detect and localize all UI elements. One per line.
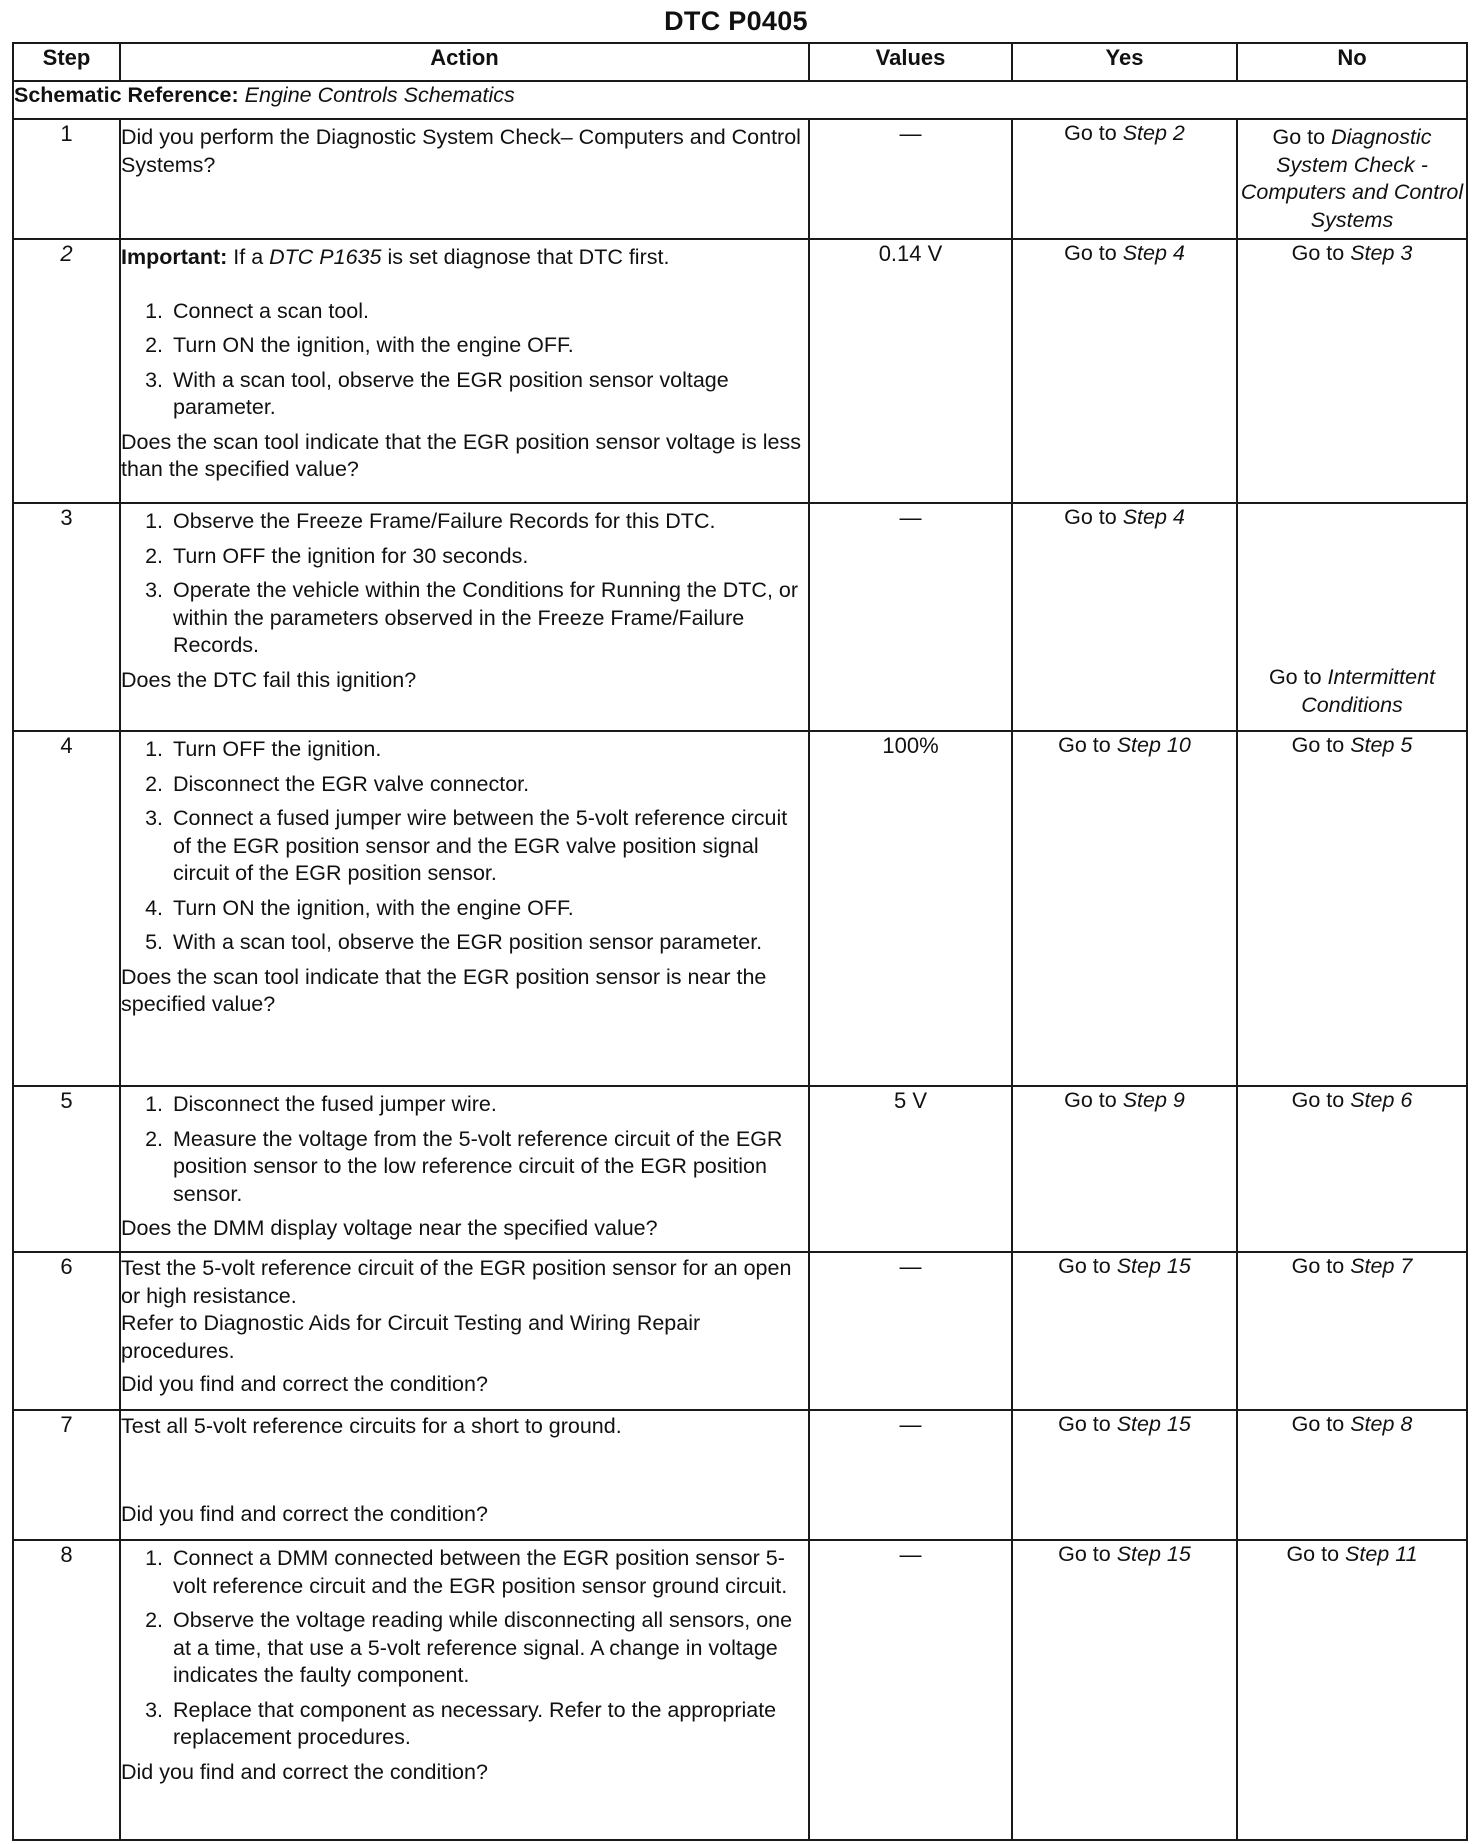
yes-target-link[interactable]: Step 10 [1116, 733, 1191, 757]
schematic-reference-label: Schematic Reference: [14, 83, 239, 107]
yes-prefix: Go to [1058, 1254, 1117, 1278]
yes-target-link[interactable]: Step 2 [1122, 121, 1185, 145]
no-target-link[interactable]: Step 3 [1350, 241, 1413, 265]
header-step: Step [13, 43, 120, 81]
table-row [13, 1252, 1467, 1410]
no-target-link[interactable]: Diagnostic System Check - Computers and Control Systems [1240, 125, 1464, 232]
procedure-item: 1. Disconnect the fused jumper wire. [169, 1091, 808, 1119]
yes-cell [1012, 1410, 1237, 1540]
yes-target-link[interactable]: Step 9 [1122, 1088, 1185, 1112]
value-cell: 0.14 V [809, 239, 1012, 503]
yes-target-link[interactable]: Step 15 [1116, 1412, 1191, 1436]
question-text: Did you find and correct the condition? [121, 1372, 488, 1397]
document-title: DTC P0405 [664, 6, 808, 36]
step-number: 1 [13, 119, 120, 239]
no-prefix: Go to [1291, 1254, 1351, 1278]
step-number: 8 [13, 1540, 120, 1840]
action-cell [120, 1410, 809, 1540]
table-row [13, 239, 1467, 503]
value-cell: 5 V [809, 1086, 1012, 1252]
no-cell [1237, 1252, 1467, 1410]
procedure-item: 3. Connect a fused jumper wire between the 5-volt reference circuit of the EGR position sensor and the EGR valve position signal circuit of the EGR position sensor. [169, 805, 808, 888]
schematic-reference-row [13, 81, 1467, 119]
no-prefix: Go to [1291, 733, 1351, 757]
dtc-link[interactable]: DTC P1635 [269, 245, 382, 269]
no-target-link[interactable]: Step 11 [1345, 1542, 1418, 1566]
header-values: Values [809, 43, 1012, 81]
action-cell [120, 503, 809, 731]
table-row [13, 119, 1467, 239]
procedure-item: 2. Measure the voltage from the 5-volt reference circuit of the EGR position sensor to the low reference circuit of the EGR position sensor. [169, 1126, 808, 1209]
value-cell: — [809, 503, 1012, 731]
no-target-link[interactable]: Step 6 [1350, 1088, 1413, 1112]
yes-prefix: Go to [1058, 733, 1117, 757]
procedure-item: 3. Operate the vehicle within the Conditions for Running the DTC, or within the parameters observed in the Freeze Frame/Failure Records. [169, 577, 808, 660]
procedure-item: 2. Disconnect the EGR valve connector. [169, 771, 808, 799]
step-number: 4 [13, 731, 120, 1086]
procedure-item: 5. With a scan tool, observe the EGR position sensor parameter. [169, 929, 808, 957]
action-cell [120, 1086, 809, 1252]
diagnostic-table [12, 42, 1468, 1841]
table-row [13, 1540, 1467, 1840]
value-cell: — [809, 1410, 1012, 1540]
no-cell [1237, 1540, 1467, 1840]
step-number: 7 [13, 1410, 120, 1540]
no-prefix: Go to [1291, 1412, 1351, 1436]
yes-prefix: Go to [1064, 121, 1123, 145]
procedure-item: 4. Turn ON the ignition, with the engine OFF. [169, 895, 808, 923]
procedure-list [121, 508, 808, 660]
header-no: No [1237, 43, 1467, 81]
schematic-reference [13, 81, 1467, 119]
yes-cell [1012, 239, 1237, 503]
action-cell [120, 731, 809, 1086]
procedure-list [121, 736, 808, 957]
yes-cell [1012, 1252, 1237, 1410]
table-row [13, 1086, 1467, 1252]
no-prefix: Go to [1272, 125, 1332, 149]
question-text: Did you find and correct the condition? [121, 1501, 488, 1526]
value-cell: — [809, 1540, 1012, 1840]
step-number: 5 [13, 1086, 120, 1252]
yes-prefix: Go to [1064, 1088, 1123, 1112]
no-target-link[interactable]: Step 8 [1350, 1412, 1413, 1436]
header-yes: Yes [1012, 43, 1237, 81]
no-target-link[interactable]: Intermittent Conditions [1301, 665, 1436, 717]
procedure-item: 2. Turn ON the ignition, with the engine OFF. [169, 332, 808, 360]
procedure-list [121, 298, 808, 422]
yes-prefix: Go to [1058, 1412, 1117, 1436]
yes-target-link[interactable]: Step 15 [1116, 1542, 1191, 1566]
value-cell: — [809, 1252, 1012, 1410]
important-text: is set diagnose that DTC first. [381, 245, 670, 269]
action-reference: Refer to Diagnostic Aids for Circuit Testing and Wiring Repair procedures. [121, 1311, 701, 1363]
no-cell [1237, 731, 1467, 1086]
question-text: Did you find and correct the condition? [121, 1759, 488, 1784]
no-cell [1237, 119, 1467, 239]
no-cell [1237, 1086, 1467, 1252]
procedure-item: 1. Turn OFF the ignition. [169, 736, 808, 764]
header-row [13, 43, 1467, 81]
yes-cell [1012, 1086, 1237, 1252]
question-text: Does the DTC fail this ignition? [121, 667, 417, 692]
action-text: Test all 5-volt reference circuits for a short to ground. [121, 1414, 622, 1438]
step-number: 2 [13, 239, 120, 503]
procedure-item: 3. Replace that component as necessary. Refer to the appropriate replacement procedures. [169, 1697, 808, 1752]
no-cell [1237, 1410, 1467, 1540]
procedure-item: 3. With a scan tool, observe the EGR position sensor voltage parameter. [169, 367, 808, 422]
procedure-list [121, 1545, 808, 1752]
procedure-item: 1. Connect a scan tool. [169, 298, 808, 326]
step-number: 3 [13, 503, 120, 731]
yes-prefix: Go to [1064, 241, 1123, 265]
procedure-list [121, 1091, 808, 1208]
schematic-reference-link[interactable]: Engine Controls Schematics [244, 83, 515, 107]
yes-cell [1012, 503, 1237, 731]
procedure-item: 1. Connect a DMM connected between the EGR position sensor 5-volt reference circuit and the EGR position sensor ground circuit. [169, 1545, 808, 1600]
yes-prefix: Go to [1064, 505, 1123, 529]
yes-cell [1012, 1540, 1237, 1840]
table-row [13, 1410, 1467, 1540]
procedure-item: 2. Observe the voltage reading while disconnecting all sensors, one at a time, that use a 5-volt reference signal. A change in voltage indicates the faulty component. [169, 1607, 808, 1690]
question-text: Does the scan tool indicate that the EGR position sensor voltage is less than the specified value? [121, 429, 802, 482]
question-text: Does the DMM display voltage near the specified value? [121, 1216, 658, 1241]
no-prefix: Go to [1286, 1542, 1346, 1566]
value-cell: 100% [809, 731, 1012, 1086]
no-target-link[interactable]: Step 5 [1350, 733, 1413, 757]
no-cell [1237, 239, 1467, 503]
question-text: Does the scan tool indicate that the EGR position sensor is near the specified value? [121, 964, 767, 1017]
action-cell [120, 1540, 809, 1840]
no-target-link[interactable]: Step 7 [1350, 1254, 1413, 1278]
no-prefix: Go to [1268, 665, 1328, 690]
important-text: If a [227, 245, 270, 269]
action-cell [120, 119, 809, 239]
table-row [13, 731, 1467, 1086]
action-cell [120, 1252, 809, 1410]
yes-target-link[interactable]: Step 4 [1122, 505, 1185, 529]
action-text: Test the 5-volt reference circuit of the EGR position sensor for an open or high resistance. [121, 1256, 792, 1308]
action-cell [120, 239, 809, 503]
table-row [13, 503, 1467, 731]
yes-target-link[interactable]: Step 4 [1122, 241, 1185, 265]
yes-cell [1012, 119, 1237, 239]
no-cell [1237, 503, 1467, 731]
step-number: 6 [13, 1252, 120, 1410]
procedure-item: 2. Turn OFF the ignition for 30 seconds. [169, 543, 808, 571]
header-action: Action [120, 43, 809, 81]
procedure-item: 1. Observe the Freeze Frame/Failure Records for this DTC. [169, 508, 808, 536]
value-cell: — [809, 119, 1012, 239]
yes-target-link[interactable]: Step 15 [1116, 1254, 1191, 1278]
no-prefix: Go to [1291, 241, 1351, 265]
yes-prefix: Go to [1058, 1542, 1117, 1566]
no-prefix: Go to [1291, 1088, 1351, 1112]
action-text: Did you perform the Diagnostic System Check– Computers and Control Systems? [121, 125, 801, 177]
yes-cell [1012, 731, 1237, 1086]
important-label: Important: [121, 245, 228, 269]
important-note [121, 244, 808, 272]
